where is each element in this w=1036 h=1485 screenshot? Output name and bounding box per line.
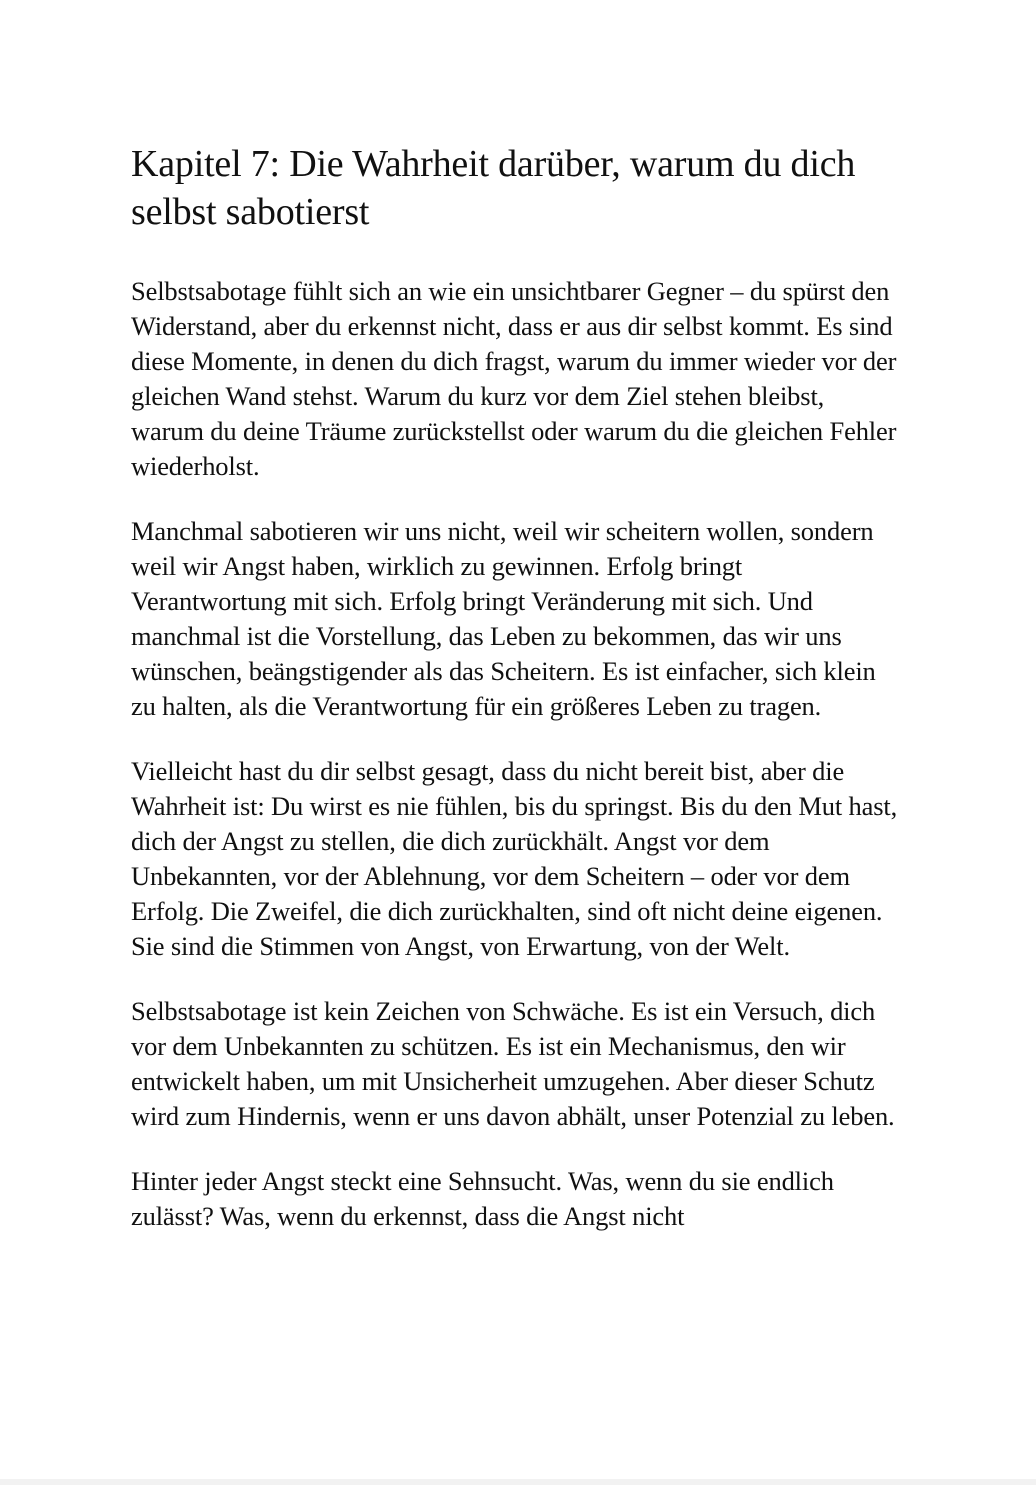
page-bottom-edge <box>0 1479 1036 1485</box>
chapter-title: Kapitel 7: Die Wahrheit darüber, warum du dich selbst sabotierst <box>131 143 856 233</box>
paragraph-2: Manchmal sabotieren wir uns nicht, weil wir scheitern wollen, sondern weil wir Angst haben, wirklich zu gewinnen. Erfolg bringt Verantwortung mit sich. Erfolg bringt Veränderung mit sich. Und manchmal ist die Vorstellung, das Leben zu bekommen, das wir uns wünschen, beängstigender als das Scheitern. Es ist einfacher, sich klein zu halten, als die Verantwortung für ein größeres Leben zu tragen. <box>131 516 876 721</box>
paragraph-3: Vielleicht hast du dir selbst gesagt, dass du nicht bereit bist, aber die Wahrheit ist: Du wirst es nie fühlen, bis du springst. Bis du den Mut hast, dich der Angst zu stellen, die dich zurückhält. Angst vor dem Unbekannten, vor der Ablehnung, vor dem Scheitern – oder vor dem Erfolg. Die Zweifel, die dich zurückhalten, sind oft nicht deine eigenen. Sie sind die Stimmen von Angst, von Erwartung, von der Welt. <box>131 756 898 961</box>
document-page <box>131 140 901 1264</box>
paragraph-1: Selbstsabotage fühlt sich an wie ein unsichtbarer Gegner – du spürst den Widerstand, aber du erkennst nicht, dass er aus dir selbst kommt. Es sind diese Momente, in denen du dich fragst, warum du immer wieder vor der gleichen Wand stehst. Warum du kurz vor dem Ziel stehen bleibst, warum du deine Träume zurückstellst oder warum du die gleichen Fehler wiederholst. <box>131 276 897 481</box>
paragraph-5: Hinter jeder Angst steckt eine Sehnsucht. Was, wenn du sie endlich zulässt? Was, wenn du erkennst, dass die Angst nicht <box>131 1166 834 1231</box>
paragraph-4: Selbstsabotage ist kein Zeichen von Schwäche. Es ist ein Versuch, dich vor dem Unbekannten zu schützen. Es ist ein Mechanismus, den wir entwickelt haben, um mit Unsicherheit umzugehen. Aber dieser Schutz wird zum Hindernis, wenn er uns davon abhält, unser Potenzial zu leben. <box>131 996 895 1131</box>
